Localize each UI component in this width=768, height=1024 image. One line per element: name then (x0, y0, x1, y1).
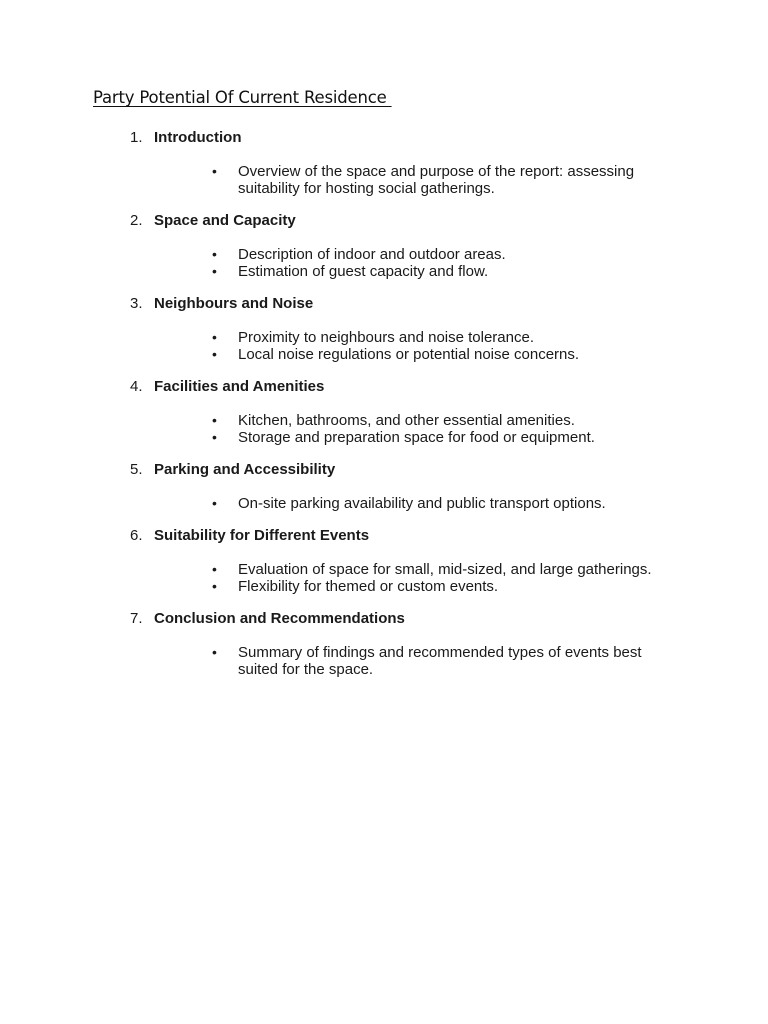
bullet-item (0, 329, 668, 346)
bullet-icon: • (212, 644, 217, 660)
section-heading: Conclusion and Recommendations (154, 610, 405, 627)
bullet-text: Storage and preparation space for food or equipment. (238, 429, 595, 446)
bullet-icon: • (212, 163, 217, 179)
bullet-item (0, 561, 668, 578)
section-heading-row (0, 212, 768, 230)
section-number: 2. (130, 212, 143, 229)
bullet-item (0, 429, 668, 446)
bullet-item (0, 412, 668, 429)
bullet-icon: • (212, 329, 217, 345)
bullet-list (0, 495, 768, 512)
bullet-item (0, 163, 668, 197)
bullet-text: On-site parking availability and public transport options. (238, 495, 606, 512)
bullet-icon: • (212, 561, 217, 577)
section-heading: Space and Capacity (154, 212, 296, 229)
bullet-icon: • (212, 263, 217, 279)
outline-section (0, 129, 768, 197)
document-title: Party Potential Of Current Residence (93, 88, 392, 107)
bullet-icon: • (212, 346, 217, 362)
bullet-item (0, 346, 668, 363)
bullet-text: Flexibility for themed or custom events. (238, 578, 499, 595)
bullet-text: Estimation of guest capacity and flow. (238, 263, 489, 280)
bullet-icon: • (212, 246, 217, 262)
section-number: 1. (130, 129, 143, 146)
bullet-list (0, 644, 768, 678)
bullet-list (0, 246, 768, 280)
outline-section (0, 461, 768, 512)
section-heading-row (0, 129, 768, 147)
bullet-list (0, 561, 768, 595)
section-heading: Introduction (154, 129, 242, 146)
bullet-text: Overview of the space and purpose of the report: assessing suitability for hosting social gatherings. (238, 163, 635, 197)
section-number: 4. (130, 378, 143, 395)
bullet-item (0, 495, 668, 512)
section-number: 3. (130, 295, 143, 312)
bullet-list (0, 412, 768, 446)
bullet-text: Summary of findings and recommended types of events best suited for the space. (238, 644, 642, 678)
outline-section (0, 378, 768, 446)
section-outline (0, 129, 768, 693)
section-heading: Suitability for Different Events (154, 527, 370, 544)
bullet-list (0, 163, 768, 197)
section-heading: Neighbours and Noise (154, 295, 314, 312)
bullet-item (0, 578, 668, 595)
section-heading-row (0, 461, 768, 479)
bullet-text: Kitchen, bathrooms, and other essential amenities. (238, 412, 575, 429)
section-number: 7. (130, 610, 143, 627)
bullet-icon: • (212, 495, 217, 511)
section-heading: Parking and Accessibility (154, 461, 336, 478)
bullet-text: Proximity to neighbours and noise tolerance. (238, 329, 535, 346)
section-number: 6. (130, 527, 143, 544)
section-heading-row (0, 378, 768, 396)
bullet-list (0, 329, 768, 363)
bullet-item (0, 246, 668, 263)
section-heading-row (0, 610, 768, 628)
outline-section (0, 610, 768, 678)
bullet-item (0, 263, 668, 280)
section-number: 5. (130, 461, 143, 478)
outline-section (0, 212, 768, 280)
bullet-text: Description of indoor and outdoor areas. (238, 246, 506, 263)
bullet-text: Evaluation of space for small, mid-sized, and large gatherings. (238, 561, 652, 578)
outline-section (0, 295, 768, 363)
section-heading: Facilities and Amenities (154, 378, 325, 395)
bullet-icon: • (212, 429, 217, 445)
bullet-icon: • (212, 412, 217, 428)
bullet-icon: • (212, 578, 217, 594)
outline-section (0, 527, 768, 595)
section-heading-row (0, 527, 768, 545)
bullet-text: Local noise regulations or potential noise concerns. (238, 346, 580, 363)
bullet-item (0, 644, 668, 678)
section-heading-row (0, 295, 768, 313)
